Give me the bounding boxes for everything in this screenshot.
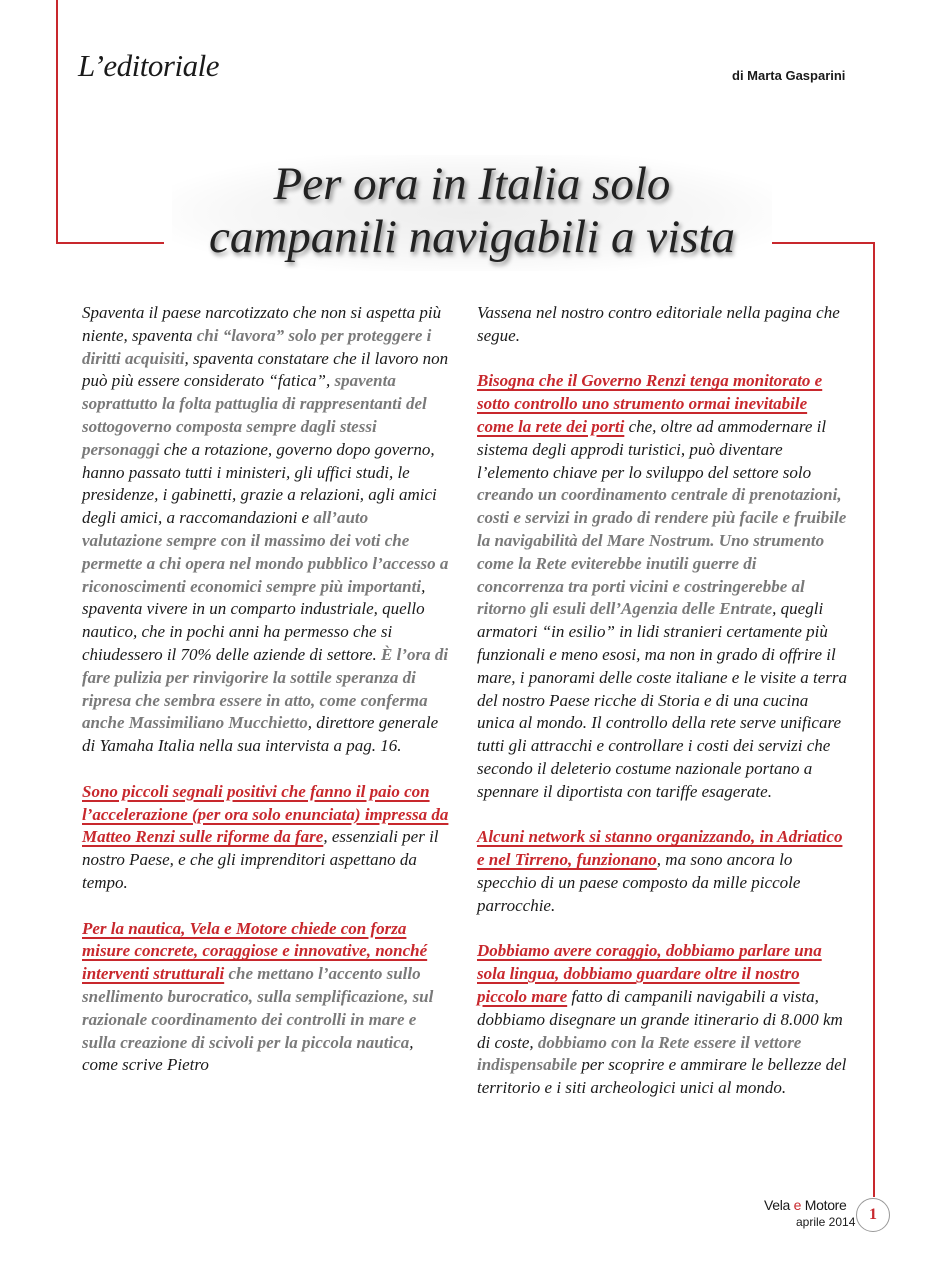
headline: [172, 155, 772, 271]
magazine-name-part: Motore: [804, 1197, 847, 1213]
body-text: Vassena nel nostro contro editoriale nella pagina che segue.: [477, 303, 840, 345]
body-text: , spaventa constatare che il lavoro non può più essere considerato “fatica”,: [82, 348, 449, 391]
body-text: Spaventa il paese narcotizzato che non si aspetta più niente, spaventa: [82, 303, 442, 345]
frame-line-right-vertical: [873, 242, 875, 1197]
byline: di Marta Gasparini: [732, 68, 846, 83]
headline-line-2: campanili navigabili a vista: [208, 211, 736, 263]
emphasis-text: che mettano l’accento sullo snellimento burocratico, sulla semplificazione, sul razionale coordinamento dei controlli in mare e sulla creazione di scivoli per la piccola nautica: [82, 964, 434, 1052]
article-column-left: [82, 302, 452, 1100]
highlight-text: Sono piccoli segnali positivi che fanno il paio con l’accelerazione (per ora solo enunciata) impressa da Matteo Renzi sulle riforme da fare: [82, 781, 449, 847]
section-label: L’editoriale: [78, 48, 219, 83]
body-text: , ma sono ancora lo specchio di un paese composto da mille piccole parrocchie.: [477, 850, 801, 915]
article-paragraph: [82, 918, 452, 1078]
frame-line-left-horizontal: [56, 242, 164, 244]
article-paragraph: [477, 370, 847, 803]
emphasis-text: spaventa soprattutto la folta pattuglia di rappresentanti del sottogoverno composta sempre dagli stessi personaggi: [82, 371, 427, 459]
article-paragraph: [82, 781, 452, 895]
body-text: che, oltre ad ammodernare il sistema degli approdi turistici, può diventare l’elemento chiave per lo sviluppo del settore solo: [477, 416, 827, 482]
emphasis-text: creando un coordinamento centrale di prenotazioni, costi e servizi in grado di rendere più facile e fruibile la navigabilità del Mare Nostrum. Uno strumento come la Rete eviterebbe inutili guerre di concorrenza tra porti vicini e costringerebbe al ritorno gli esuli dell’Agenzia delle Entrate: [477, 485, 847, 619]
frame-line-left-vertical: [56, 0, 58, 244]
body-text: per scoprire e ammirare le bellezze del territorio e i siti archeologici unici al mondo.: [477, 1055, 847, 1098]
magazine-name-part: e: [793, 1197, 802, 1213]
article-paragraph: [82, 302, 452, 758]
magazine-name: [764, 1197, 847, 1213]
body-text: , essenziali per il nostro Paese, e che gli imprenditori aspettano da tempo.: [82, 827, 439, 892]
headline-line-1: Per ora in Italia solo: [273, 158, 671, 210]
body-text: , come scrive Pietro: [82, 1032, 414, 1075]
magazine-name-part: Vela: [764, 1197, 791, 1213]
emphasis-text: È l’ora di fare pulizia per rinvigorire la sottile speranza di ripresa che sembra essere in atto, come conferma anche Massimiliano Mucchietto: [82, 644, 449, 733]
article-paragraph: [477, 826, 847, 917]
body-text: , spaventa vivere in un comparto industriale, quello nautico, che in pochi anni ha permesso che si chiudessero il 70% delle aziende di settore.: [82, 576, 426, 664]
body-text: , direttore generale di Yamaha Italia nella sua intervista a pag. 16.: [82, 713, 439, 756]
highlight-text: Dobbiamo avere coraggio, dobbiamo parlare una sola lingua, dobbiamo guardare oltre il nostro piccolo mare: [477, 941, 822, 1006]
emphasis-text: all’auto valutazione sempre con il massimo dei voti che permette a chi opera nel mondo pubblico l’accesso a riconoscimenti economici sempre più importanti: [82, 508, 449, 596]
article-column-right: [477, 302, 847, 1123]
highlight-text: Bisogna che il Governo Renzi tenga monitorato e sotto controllo uno strumento ormai inevitabile come la rete dei porti: [477, 371, 823, 436]
emphasis-text: dobbiamo con la Rete essere il vettore indispensabile: [477, 1032, 802, 1075]
article-paragraph: [477, 302, 847, 348]
page-number: 1: [856, 1198, 890, 1232]
body-text: , quegli armatori “in esilio” in lidi stranieri certamente più funzionali e meno esosi, ma non in grado di offrire il mare, i panorami delle coste italiane e le visite a terra del nostro Paese ricche di Storia e di una cucina unica al mondo. Il controllo della rete serve unificare tutti gli attracchi e controllare i costi dei servizi che secondo il deleterio costume nazionale portano a spennare il diportista con tariffe esagerate.: [477, 599, 847, 801]
body-text: fatto di campanili navigabili a vista, dobbiamo disegnare un grande itinerario di 8.000 km di coste,: [477, 986, 843, 1052]
body-text: che a rotazione, governo dopo governo, hanno passato tutti i ministeri, gli uffici studi, le presidenze, i gabinetti, grazie a relazioni, agli amici degli amici, a raccomandazioni e: [82, 439, 437, 528]
highlight-text: Alcuni network si stanno organizzando, in Adriatico e nel Tirreno, funzionano: [477, 827, 843, 870]
frame-line-right-horizontal: [772, 242, 875, 244]
article-paragraph: [477, 940, 847, 1100]
emphasis-text: chi “lavora” solo per proteggere i diritti acquisiti: [82, 325, 432, 368]
issue-date: aprile 2014: [796, 1215, 856, 1229]
highlight-text: Per la nautica, Vela e Motore chiede con forza misure concrete, coraggiose e innovative, nonché interventi strutturali: [82, 918, 428, 984]
